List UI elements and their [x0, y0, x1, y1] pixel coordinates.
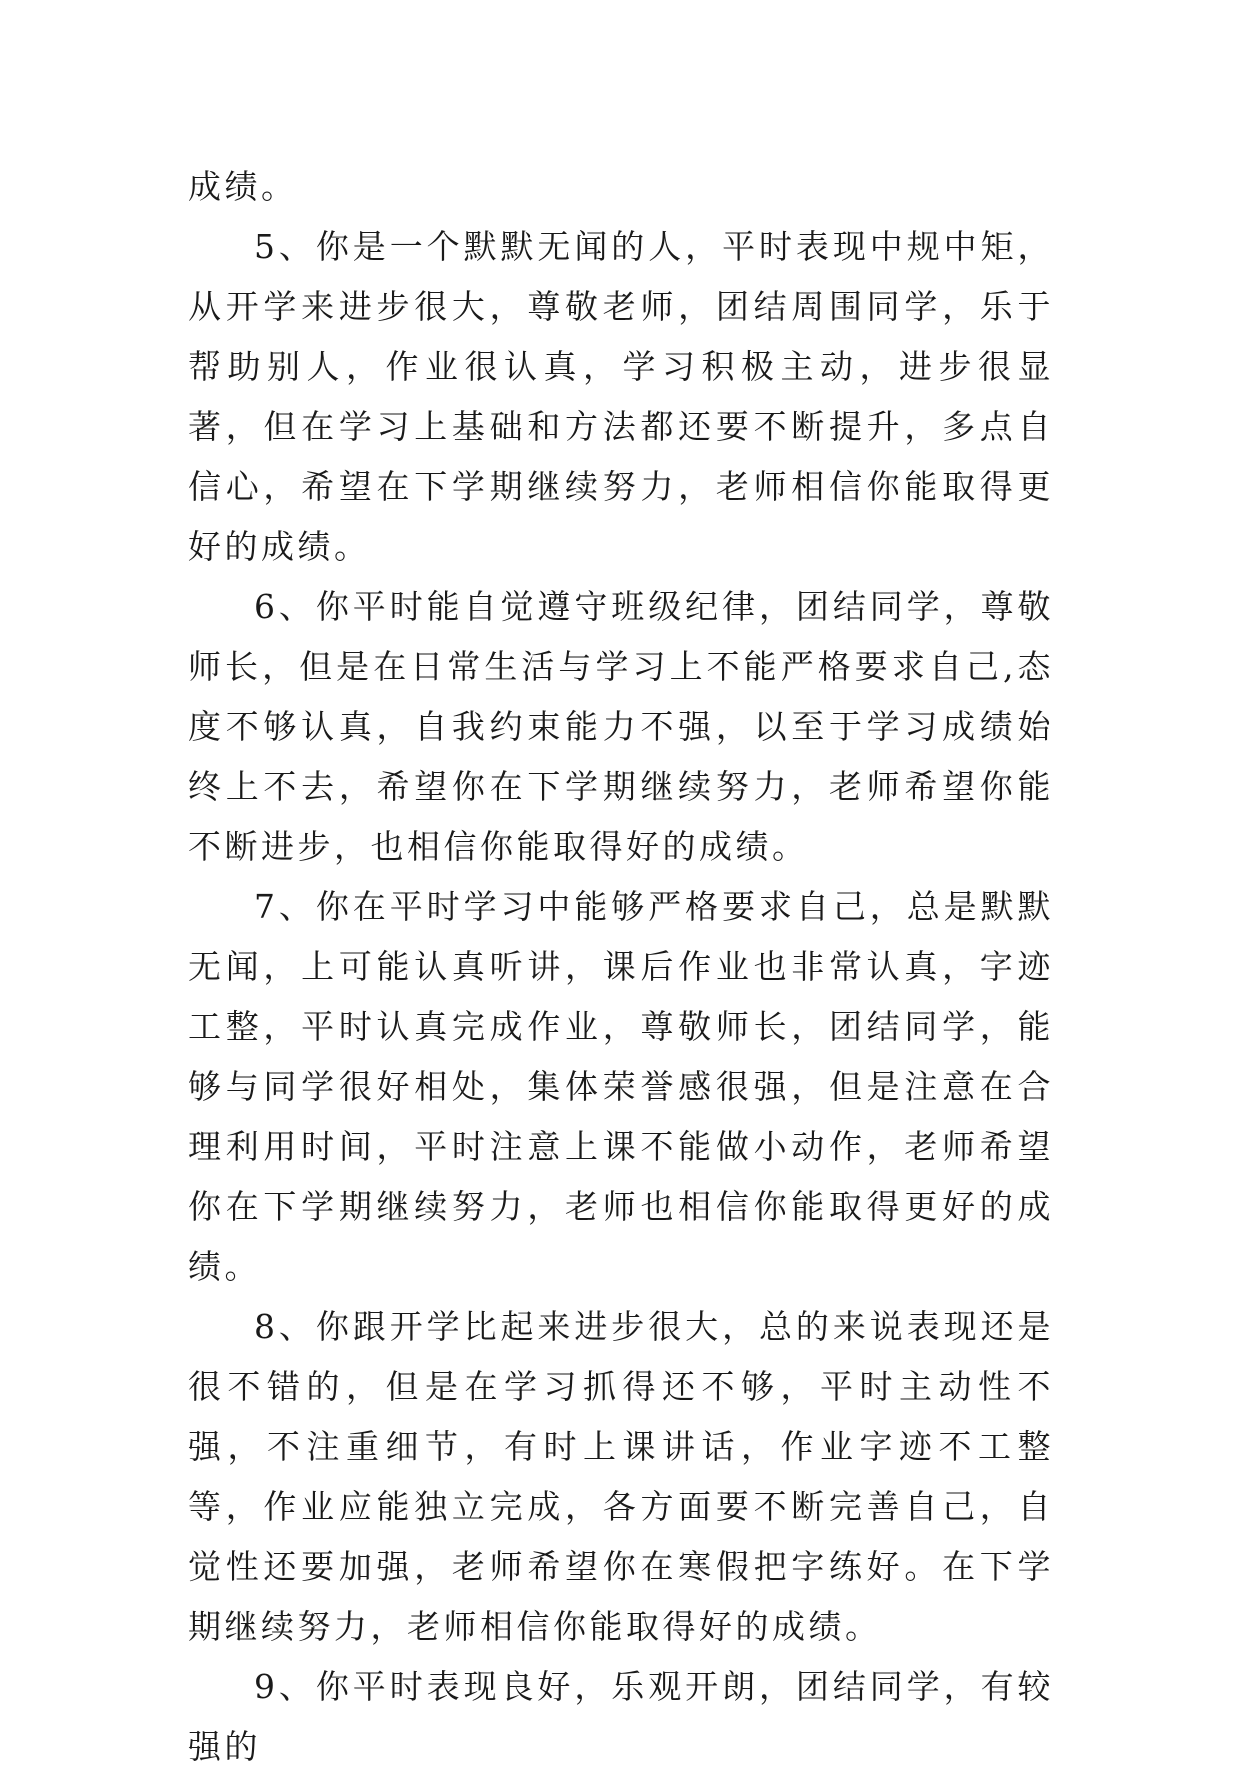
paragraph-comment-5: 5、你是一个默默无闻的人，平时表现中规中矩，从开学来进步很大，尊敬老师，团结周围同学，乐于帮助别人，作业很认真，学习积极主动，进步很显著，但在学习上基础和方法都还要不断提升，多点自信心，希望在下学期继续努力，老师相信你能取得更好的成绩。	[188, 227, 1054, 566]
document-body	[188, 157, 1054, 1777]
paragraph-comment-8: 8、你跟开学比起来进步很大，总的来说表现还是很不错的，但是在学习抓得还不够，平时主动性不强，不注重细节，有时上课讲话，作业字迹不工整等，作业应能独立完成，各方面要不断完善自己，自觉性还要加强，老师希望你在寒假把字练好。在下学期继续努力，老师相信你能取得好的成绩。	[188, 1307, 1054, 1646]
paragraph-continuation: 成绩。	[188, 167, 298, 206]
paragraph-comment-7: 7、你在平时学习中能够严格要求自己，总是默默无闻，上可能认真听讲，课后作业也非常认真，字迹工整，平时认真完成作业，尊敬师长，团结同学，能够与同学很好相处，集体荣誉感很强，但是注意在合理利用时间，平时注意上课不能做小动作，老师希望你在下学期继续努力，老师也相信你能取得更好的成绩。	[188, 887, 1054, 1286]
paragraph-comment-9: 9、你平时表现良好，乐观开朗，团结同学，有较强的	[188, 1667, 1054, 1766]
paragraph-comment-6: 6、你平时能自觉遵守班级纪律，团结同学，尊敬师长，但是在日常生活与学习上不能严格要求自己,态度不够认真，自我约束能力不强，以至于学习成绩始终上不去，希望你在下学期继续努力，老师希望你能不断进步，也相信你能取得好的成绩。	[188, 587, 1054, 866]
